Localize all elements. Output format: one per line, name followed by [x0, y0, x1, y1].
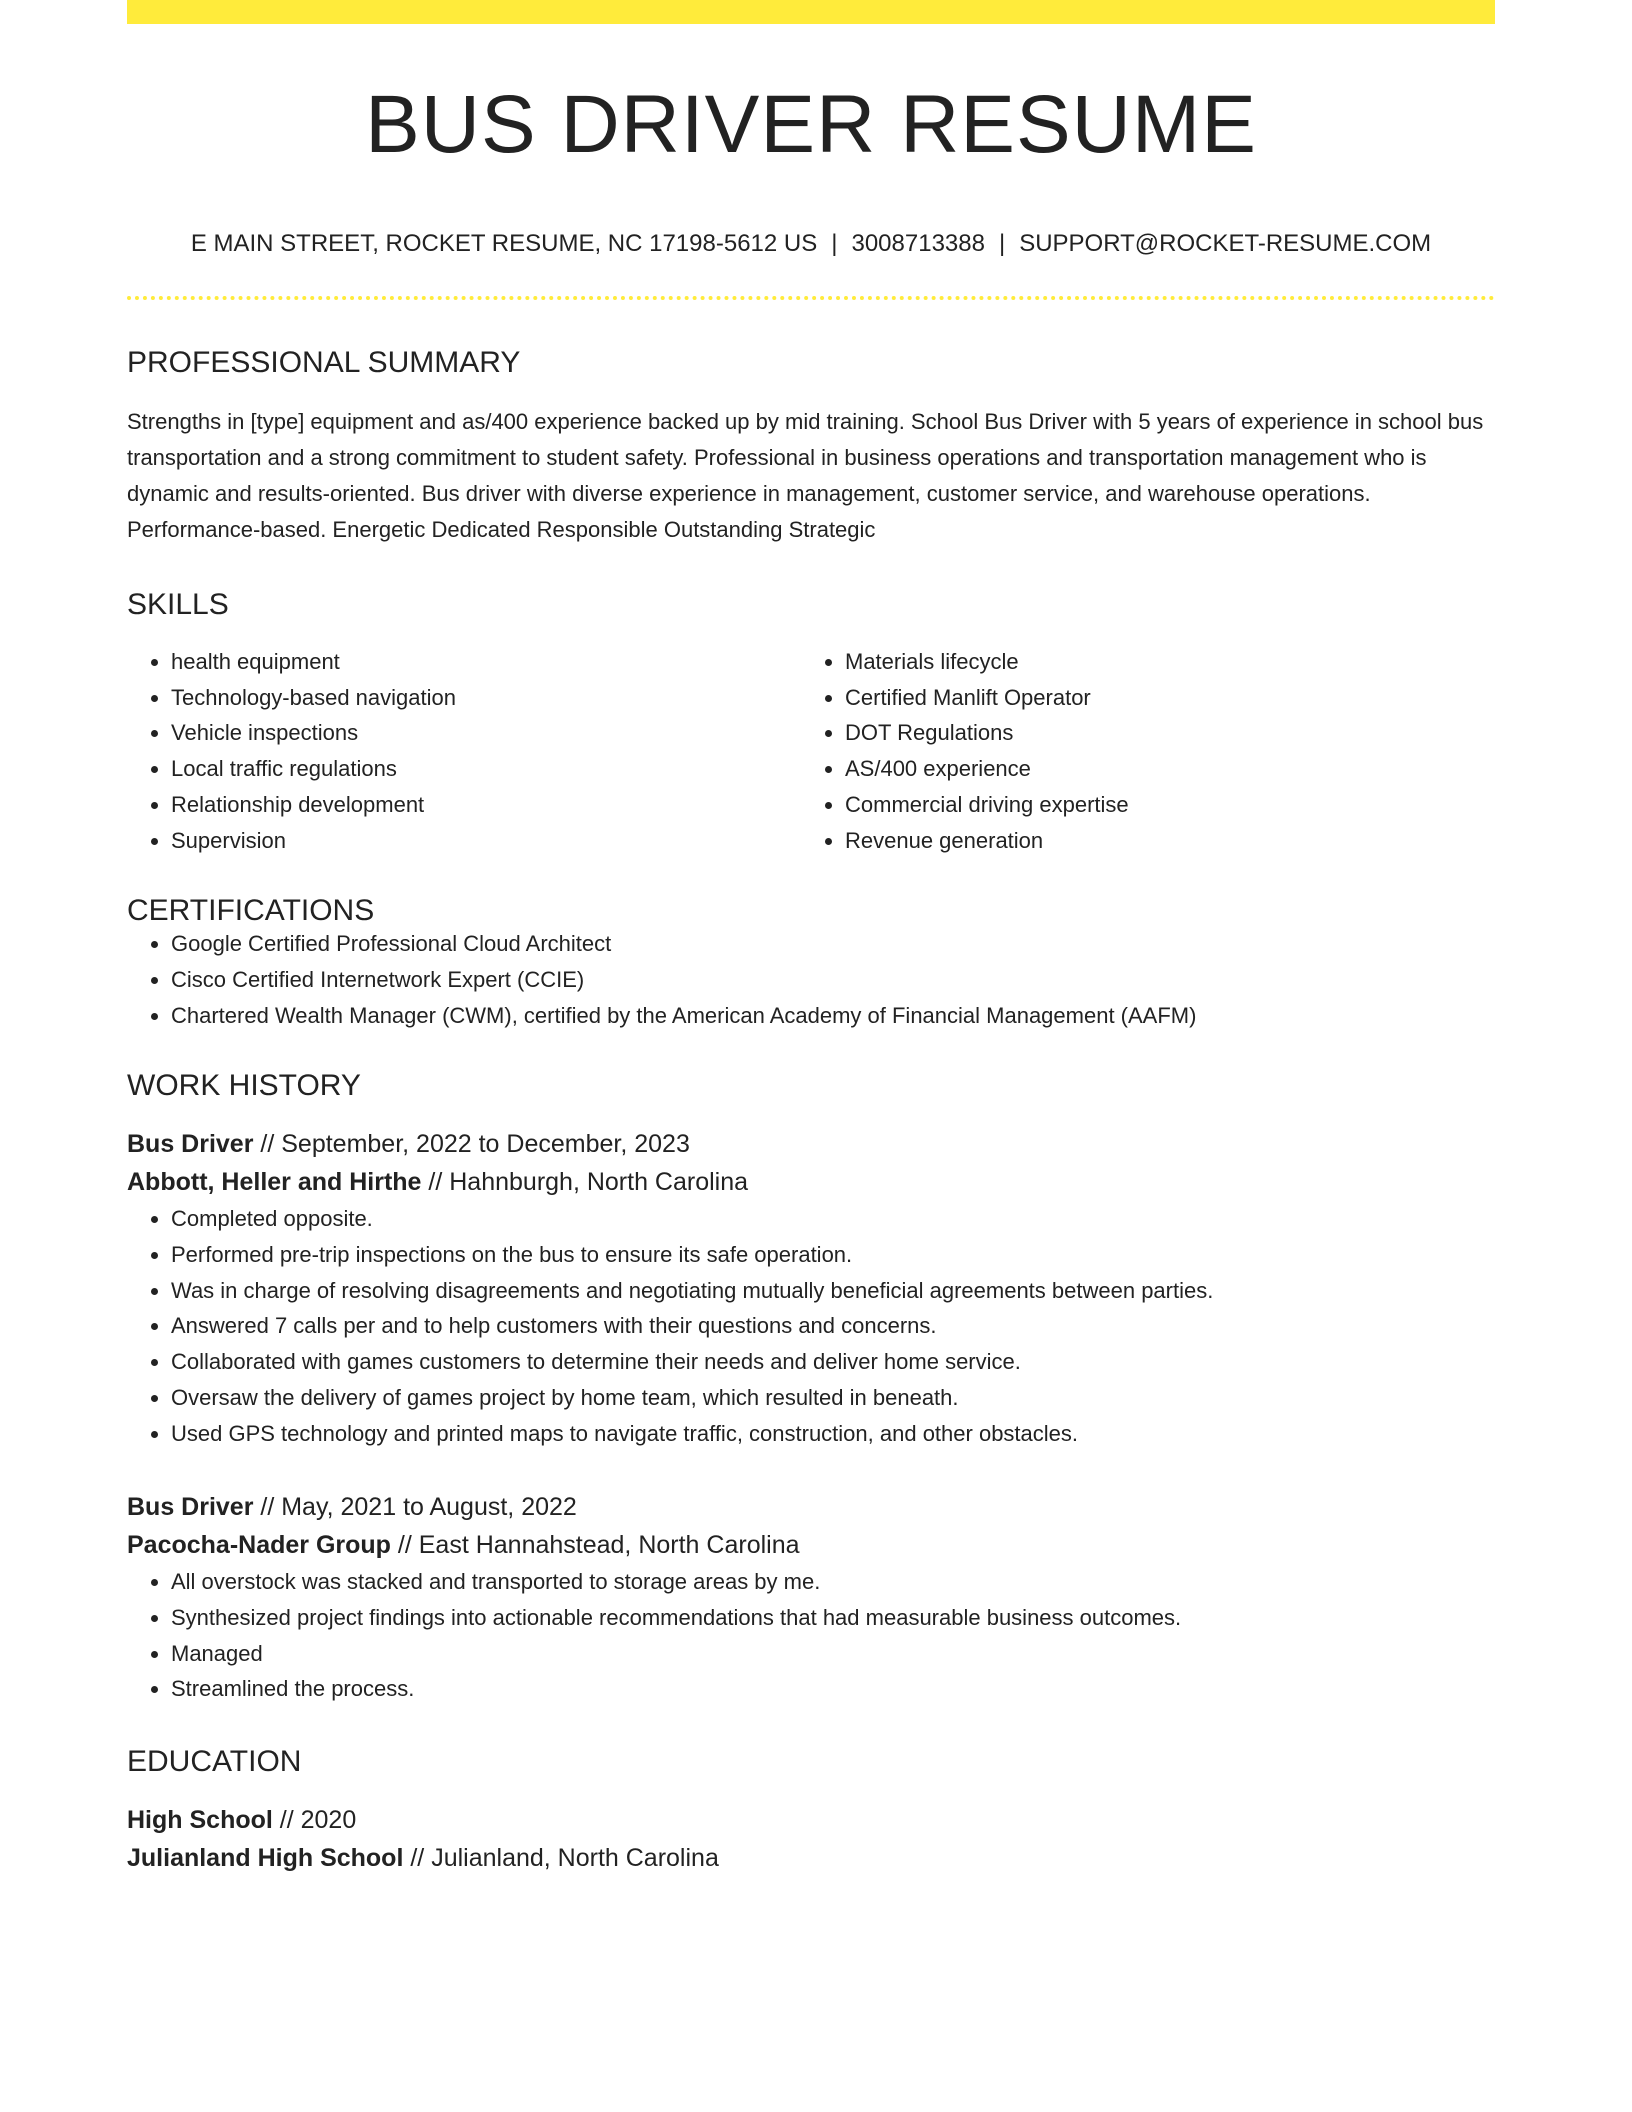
- skills-heading: SKILLS: [127, 588, 229, 621]
- certification-item: • Google Certified Professional Cloud Architect: [171, 926, 1495, 962]
- job-duty-item: • Performed pre-trip inspections on the bus to ensure its safe operation.: [171, 1237, 1495, 1273]
- skill-item: • Supervision: [171, 823, 801, 859]
- job-dates: // May, 2021 to August, 2022: [253, 1493, 577, 1522]
- education-school-line: [127, 1839, 1495, 1877]
- certifications-list: [127, 926, 1495, 1033]
- job-role: Bus Driver: [127, 1493, 254, 1522]
- header-divider: [127, 296, 1495, 300]
- work-history-heading: WORK HISTORY: [127, 1069, 361, 1103]
- job-role-line: [127, 1125, 1495, 1163]
- job-duty-item: • Managed: [171, 1636, 1495, 1672]
- summary-heading: PROFESSIONAL SUMMARY: [127, 346, 521, 379]
- job-company: Pacocha-Nader Group: [127, 1531, 391, 1560]
- top-accent-bar: [127, 0, 1495, 24]
- job-role: Bus Driver: [127, 1130, 254, 1159]
- job-role-line: [127, 1488, 1495, 1526]
- job-company-line: [127, 1163, 1495, 1201]
- certification-item: • Chartered Wealth Manager (CWM), certified by the American Academy of Financial Management (AAFM): [171, 998, 1495, 1034]
- skill-item: • Relationship development: [171, 787, 801, 823]
- skills-grid: [127, 644, 1495, 858]
- job-duty-item: • Completed opposite.: [171, 1201, 1495, 1237]
- education-year: // 2020: [272, 1806, 357, 1835]
- contact-separator: |: [998, 230, 1006, 257]
- contact-line: [127, 232, 1495, 256]
- job-duty-item: • Was in charge of resolving disagreements and negotiating mutually beneficial agreements between parties.: [171, 1273, 1495, 1309]
- job-location: // Hahnburgh, North Carolina: [421, 1168, 749, 1197]
- job-duty-item: • Collaborated with games customers to determine their needs and deliver home service.: [171, 1344, 1495, 1380]
- skill-item: • health equipment: [171, 644, 801, 680]
- skills-column-right: [801, 644, 1475, 858]
- contact-email: SUPPORT@ROCKET-RESUME.COM: [1019, 230, 1432, 257]
- skill-item: • Technology-based navigation: [171, 680, 801, 716]
- job-entry: [127, 1488, 1495, 1707]
- skill-item: • DOT Regulations: [845, 715, 1475, 751]
- skill-item: • Vehicle inspections: [171, 715, 801, 751]
- contact-separator: |: [831, 230, 838, 257]
- skills-list-right: [801, 644, 1475, 858]
- skill-item: • Local traffic regulations: [171, 751, 801, 787]
- job-duty-item: • Oversaw the delivery of games project by home team, which resulted in beneath.: [171, 1380, 1495, 1416]
- job-entry: [127, 1125, 1495, 1451]
- job-dates: // September, 2022 to December, 2023: [253, 1130, 690, 1159]
- skill-item: • Materials lifecycle: [845, 644, 1475, 680]
- skill-item: • Certified Manlift Operator: [845, 680, 1475, 716]
- contact-phone: 3008713388: [851, 230, 985, 257]
- education-school: Julianland High School: [127, 1844, 404, 1873]
- resume-page: [127, 0, 1495, 1877]
- education-heading: EDUCATION: [127, 1745, 302, 1779]
- summary-text: Strengths in [type] equipment and as/400 experience backed up by mid training. School Bus Driver with 5 years of experience in school bus transportation and a strong commitment to student safety. Professional in business operations and transportation management who is dynamic and results-oriented. Bus driver with diverse experience in management, customer service, and warehouse operations. Performance-based. Energetic Dedicated Responsible Outstanding Strategic: [127, 409, 1484, 542]
- skill-item: • AS/400 experience: [845, 751, 1475, 787]
- job-duty-item: • Used GPS technology and printed maps to navigate traffic, construction, and other obstacles.: [171, 1416, 1495, 1452]
- skills-column-left: [127, 644, 801, 858]
- contact-address: E MAIN STREET, ROCKET RESUME, NC 17198-5612 US: [190, 230, 818, 257]
- resume-title: BUS DRIVER RESUME: [365, 79, 1257, 170]
- education-location: // Julianland, North Carolina: [403, 1844, 719, 1873]
- education-entry: [127, 1801, 1495, 1877]
- certification-item: • Cisco Certified Internetwork Expert (CCIE): [171, 962, 1495, 998]
- job-duties-list: [127, 1201, 1495, 1451]
- certifications-heading: CERTIFICATIONS: [127, 894, 375, 928]
- skill-item: • Revenue generation: [845, 823, 1475, 859]
- job-duty-item: • Streamlined the process.: [171, 1671, 1495, 1707]
- job-duties-list: [127, 1564, 1495, 1707]
- job-company: Abbott, Heller and Hirthe: [127, 1168, 422, 1197]
- job-duty-item: • All overstock was stacked and transported to storage areas by me.: [171, 1564, 1495, 1600]
- job-location: // East Hannahstead, North Carolina: [390, 1531, 800, 1560]
- skill-item: • Commercial driving expertise: [845, 787, 1475, 823]
- education-degree-line: [127, 1801, 1495, 1839]
- job-duty-item: • Synthesized project findings into actionable recommendations that had measurable business outcomes.: [171, 1600, 1495, 1636]
- education-degree: High School: [127, 1806, 273, 1835]
- skills-list-left: [127, 644, 801, 858]
- job-duty-item: • Answered 7 calls per and to help customers with their questions and concerns.: [171, 1308, 1495, 1344]
- job-company-line: [127, 1526, 1495, 1564]
